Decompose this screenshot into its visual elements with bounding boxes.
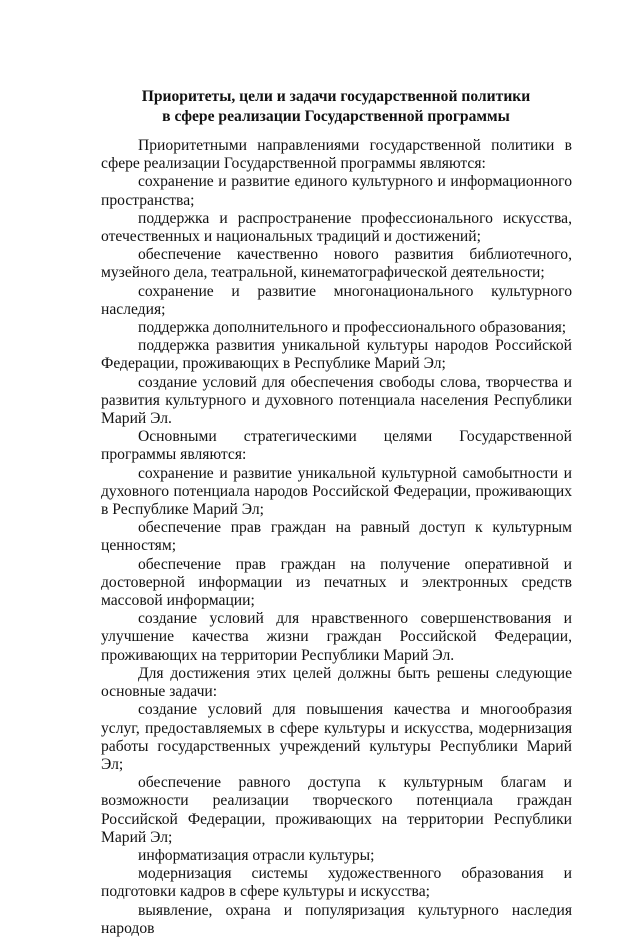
paragraph: Для достижения этих целей должны быть решены следующие основные задачи: [101, 664, 572, 701]
paragraph: Основными стратегическими целями Государственной программы являются: [101, 428, 572, 464]
paragraph: создание условий для обеспечения свободы слова, творчества и развития культурного и духовного потенциала населения Республики Марий Эл. [101, 373, 572, 428]
document-title-line: в сфере реализации Государственной программы [162, 108, 510, 125]
paragraph: сохранение и развитие многонационального культурного наследия; [101, 282, 572, 318]
paragraph: поддержка и распространение профессионального искусства, отечественных и национальных традиций и достижений; [101, 209, 572, 246]
paragraph: обеспечение равного доступа к культурным благам и возможности реализации творческого потенциала граждан Российской Федерации, проживающих на территории Республики Марий Эл; [101, 774, 572, 846]
paragraph: обеспечение качественно нового развития библиотечного, музейного дела, театральной, кинематографической деятельности; [101, 246, 572, 282]
paragraph: обеспечение прав граждан на равный доступ к культурным ценностям; [101, 519, 572, 555]
paragraph: информатизация отрасли культуры; [138, 846, 375, 864]
paragraph: поддержка развития уникальной культуры народов Российской Федерации, проживающих в Республике Марий Эл; [101, 337, 572, 373]
paragraph: обеспечение прав граждан на получение оперативной и достоверной информации из печатных и электронных средств массовой информации; [101, 555, 572, 610]
paragraph: выявление, охрана и популяризация культурного наследия народов [101, 901, 572, 937]
paragraph: модернизация системы художественного образования и подготовки кадров в сфере культуры и искусства; [101, 865, 572, 901]
document-title [100, 87, 572, 127]
paragraph: создание условий для повышения качества и многообразия услуг, предоставляемых в сфере культуры и искусства, модернизация работы государственных учреждений культуры Республики Марий Эл; [101, 701, 572, 773]
document-body [101, 137, 572, 938]
paragraph: Приоритетными направлениями государственной политики в сфере реализации Государственной программы являются: [101, 137, 572, 173]
paragraph: сохранение и развитие уникальной культурной самобытности и духовного потенциала народов Российской Федерации, проживающих в Республике Марий Эл; [101, 464, 572, 519]
document-title-line: Приоритеты, цели и задачи государственной политики [141, 88, 531, 105]
paragraph: сохранение и развитие единого культурного и информационного пространства; [101, 173, 572, 209]
paragraph: поддержка дополнительного и профессионального образования; [138, 319, 567, 337]
paragraph: создание условий для нравственного совершенствования и улучшение качества жизни граждан Российской Федерации, проживающих на территории Республики Марий Эл. [101, 610, 572, 664]
